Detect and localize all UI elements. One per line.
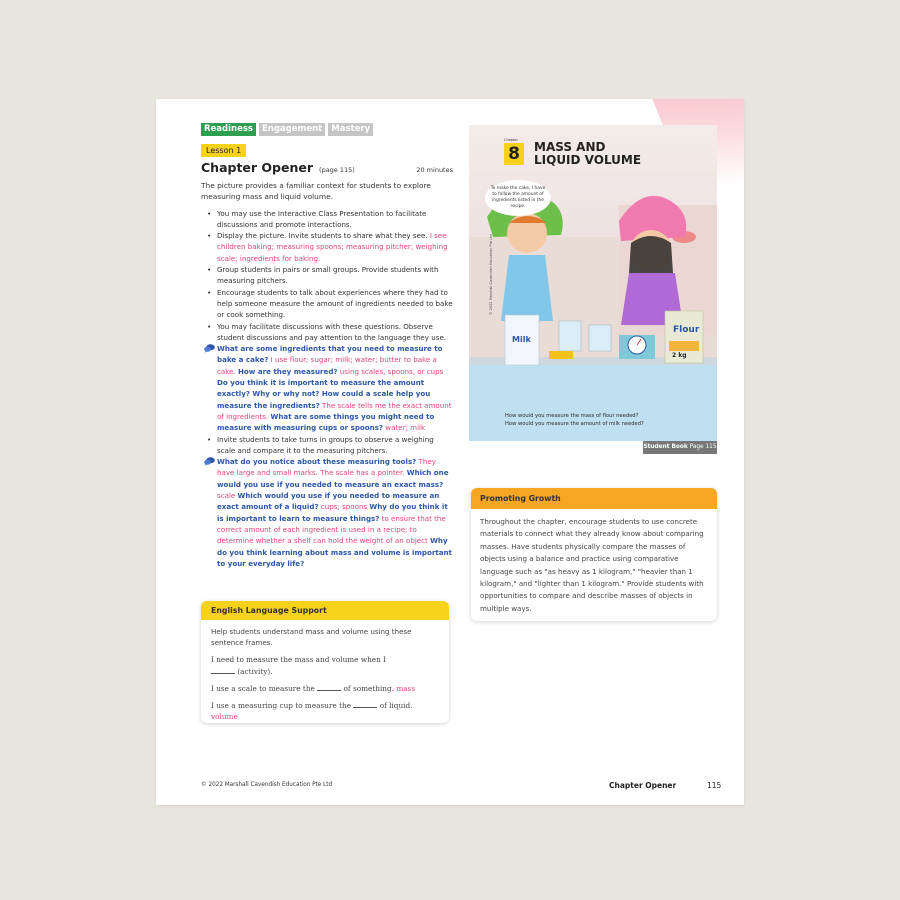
answer: water; milk xyxy=(385,423,426,433)
step-text: Invite students to take turns in groups to observe a weighing scale and compare it to the measuring pitchers. xyxy=(217,434,434,455)
answer: using scales, spoons, or cups xyxy=(339,366,444,376)
question: What are some things you might need to measure with measuring cups or spoons? xyxy=(217,411,435,433)
step-text: You may use the Interactive Class Presentation to facilitate discussions and promote interactions. xyxy=(217,208,427,229)
answer: They have large and small marks. The scale has a pointer. xyxy=(217,457,436,478)
lesson-column xyxy=(201,123,453,569)
tag-readiness: Readiness xyxy=(201,123,256,136)
differentiation-tags xyxy=(201,123,453,136)
intro-text: The picture provides a familiar context for students to explore measuring mass and liquid volume. xyxy=(201,181,431,202)
lesson-steps xyxy=(201,208,453,344)
question: What do you notice about these measuring tools? xyxy=(217,457,417,467)
question: Which one would you use if you needed to measure an exact mass? xyxy=(217,468,449,489)
question: What are some ingredients that you need to measure to bake a cake? xyxy=(217,344,443,365)
speech-bubble: To make the cake, I have to follow the amount of ingredients listed in the recipe. xyxy=(485,180,551,216)
sentence-frame-3: I use a measuring cup to measure the of liquid. volume xyxy=(211,701,413,722)
els-heading: English Language Support xyxy=(201,601,449,620)
footer-section: Chapter Opener xyxy=(609,781,677,790)
step-text: You may facilitate discussions with these questions. Observe student discussions and pay attention to the language they use. xyxy=(217,321,447,342)
chapter-label: Chapter xyxy=(504,138,518,142)
discussion-questions-1 xyxy=(201,343,453,433)
student-book-page-label: Student Book Page 115 xyxy=(643,441,717,454)
sentence-frame-2: I use a scale to measure the of something. mass xyxy=(211,683,416,693)
step-item xyxy=(217,287,453,321)
blank-line xyxy=(211,673,235,674)
answer: scale xyxy=(217,491,236,501)
chapter-title: MASS AND LIQUID VOLUME xyxy=(534,140,642,167)
step-item xyxy=(217,434,453,457)
flour-bag-label: Flour xyxy=(673,325,700,335)
step-text: Encourage students to talk about experiences where they had to help someone measure the amount of ingredients needed to bake or cook something. xyxy=(217,287,453,320)
answer: cups; spoons xyxy=(320,502,368,512)
tag-mastery: Mastery xyxy=(328,123,373,136)
english-language-support-box xyxy=(201,601,449,723)
answer: to ensure that the correct amount of each ingredient is used in a recipe; to determine whether a shelf can hold the weight of an object xyxy=(217,513,446,546)
teacher-guide-page xyxy=(156,99,744,805)
blank-line xyxy=(317,690,341,691)
frame-answer: volume xyxy=(211,712,238,722)
footer-copyright: © 2022 Marshall Cavendish Education Pte Ltd xyxy=(201,782,333,788)
els-body xyxy=(201,620,449,723)
question: Which would you use if you needed to measure an exact amount of a liquid? xyxy=(217,491,440,512)
footer-page-number: 115 xyxy=(707,781,722,790)
question: Why do you think learning about mass and volume is important to your everyday life? xyxy=(217,536,452,568)
chapter-number: 8 xyxy=(504,143,524,165)
lesson-badge: Lesson 1 xyxy=(201,144,246,157)
frame-answer: mass xyxy=(396,683,416,693)
speech-bubbles-icon xyxy=(204,457,215,466)
step-item xyxy=(217,321,453,344)
answer: I use flour; sugar; milk; water; butter to bake a cake. xyxy=(217,355,437,376)
page-reference: (page 115) xyxy=(319,166,355,174)
tag-engagement: Engagement xyxy=(259,123,325,136)
page-title: Chapter Opener xyxy=(201,160,314,175)
flour-mass-label: 2 kg xyxy=(672,352,687,359)
step-item xyxy=(217,230,453,264)
question: Do you think it is important to measure the amount exactly? Why or why not? How could a scale help you measure the ingredients? xyxy=(217,378,431,410)
vertical-copyright: © 2022 Marshall Cavendish Education Pte Ltd xyxy=(489,234,493,315)
promoting-growth-heading: Promoting Growth xyxy=(471,488,717,509)
question: Why do you think it is important to learn to measure things? xyxy=(217,502,448,523)
els-intro: Help students understand mass and volume using these sentence frames. xyxy=(211,627,412,648)
step-item xyxy=(217,208,453,231)
promoting-growth-box xyxy=(471,488,717,621)
promoting-growth-body: Throughout the chapter, encourage students to use concrete materials to connect what they already know about comparing masses. Have students physically compare the masses of objects using a balance and practice using comparative language such as "as heavy as 1 kilogram," "heavier than 1 kilogram," and "lighter than 1 kilogram." Provide students with opportunities to compare and describe masses of objects in multiple ways. xyxy=(480,517,704,613)
question: How are they measured? xyxy=(238,366,338,376)
title-row xyxy=(201,160,453,176)
lesson-duration: 20 minutes xyxy=(416,166,453,174)
kitchen-illustration xyxy=(469,125,717,441)
step-answer: I see children baking; measuring spoons; measuring pitcher; weighing scale; ingredients for baking. xyxy=(217,231,448,263)
step-text: Group students in pairs or small groups. Provide students with measuring pitchers. xyxy=(217,265,439,286)
answer: The scale tells me the exact amount of ingredients. xyxy=(217,400,452,421)
student-book-cover-image xyxy=(469,125,717,441)
milk-carton-label: Milk xyxy=(512,335,531,344)
cover-questions: How would you measure the mass of flour needed? How would you measure the amount of milk needed? xyxy=(505,413,644,427)
step-text: Display the picture. Invite students to share what they see. xyxy=(217,231,428,241)
speech-bubbles-icon xyxy=(204,344,215,353)
blank-line xyxy=(353,707,377,708)
discussion-questions-2 xyxy=(201,456,453,569)
step-item xyxy=(217,264,453,287)
sentence-frame-1: I need to measure the mass and volume when I (activity). xyxy=(211,655,386,676)
lesson-steps-2 xyxy=(201,434,453,457)
